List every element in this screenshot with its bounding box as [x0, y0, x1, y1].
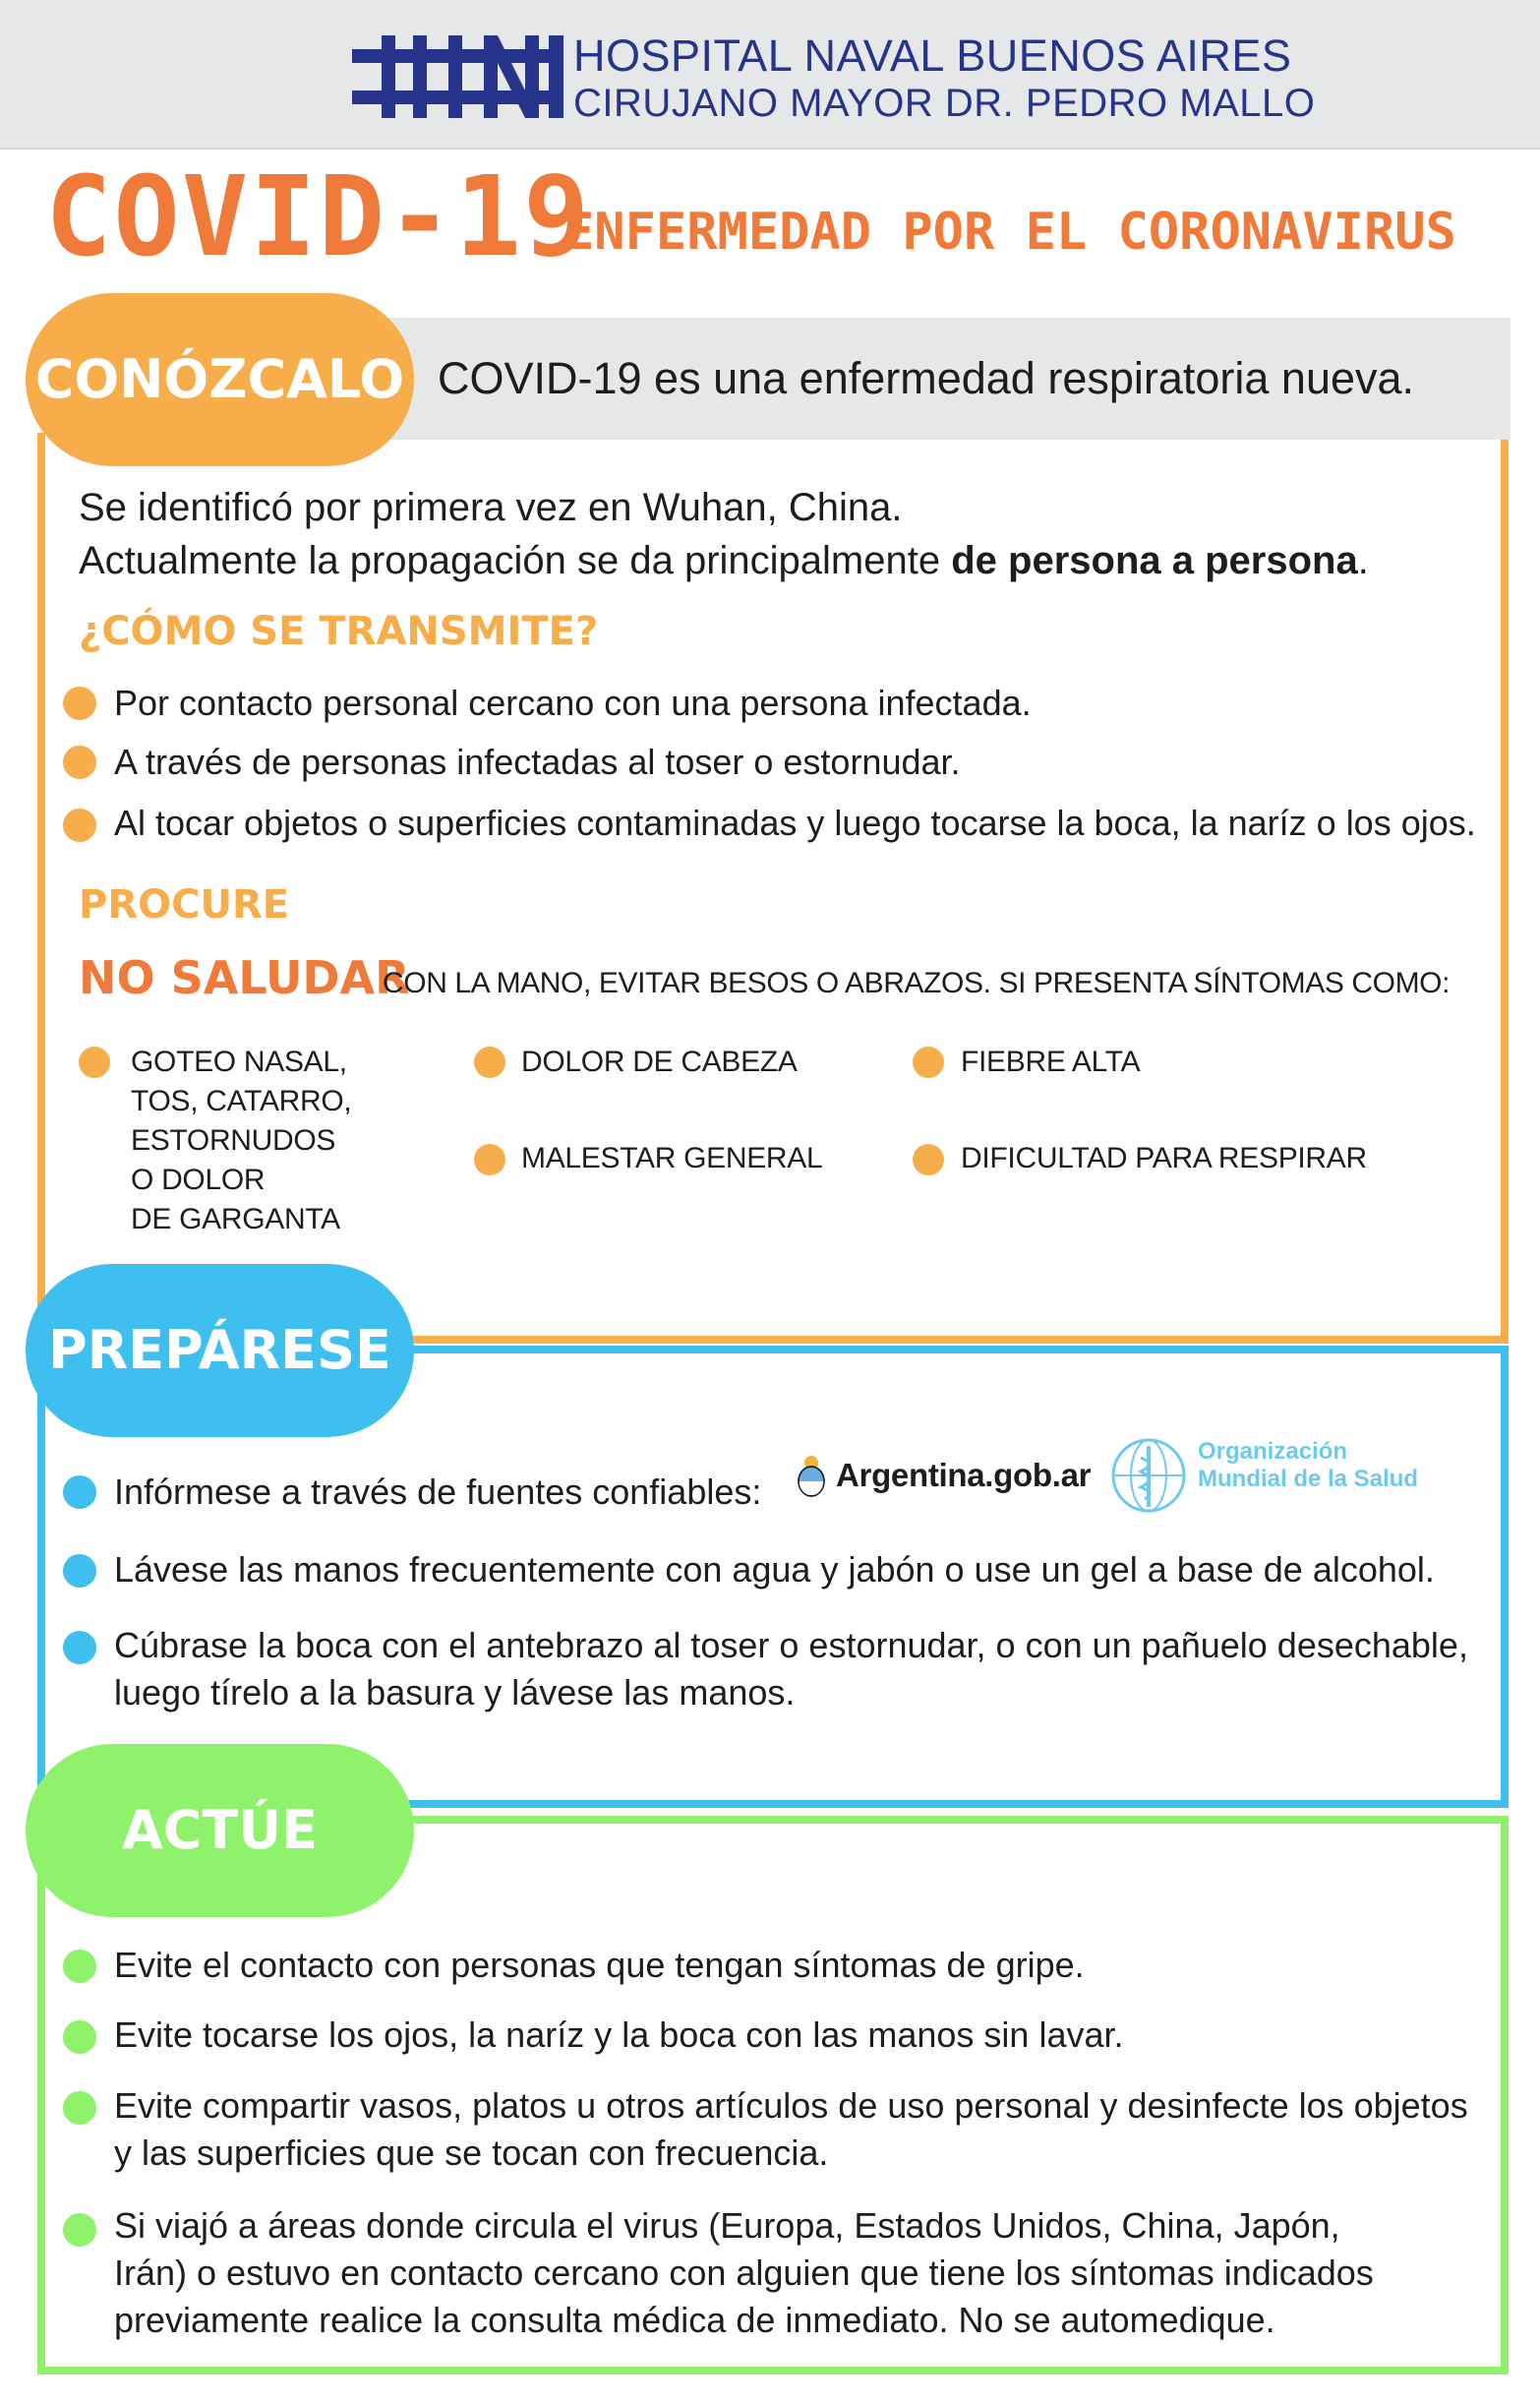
preparese-item-line: Cúbrase la boca con el antebrazo al toser o estornudar, o con un pañuelo desechable, [114, 1625, 1468, 1665]
symptom-1-line: DE GARGANTA [131, 1203, 340, 1235]
transmite-item: A través de personas infectadas al toser o estornudar. [114, 742, 961, 782]
bullet-icon [63, 809, 96, 842]
actue-item: Evite el contacto con personas que tengan síntomas de gripe. [114, 1945, 1085, 1985]
bullet-icon [63, 1475, 96, 1509]
symptom-1-line: TOS, CATARRO, [131, 1085, 352, 1117]
no-saludar-heading: NO SALUDAR [79, 951, 410, 1004]
hospital-name: HOSPITAL NAVAL BUENOS AIRES [573, 30, 1292, 81]
bullet-icon [474, 1144, 505, 1175]
bullet-icon [79, 1047, 110, 1078]
bullet-icon [913, 1144, 944, 1175]
no-saludar-text: CON LA MANO, EVITAR BESOS O ABRAZOS. SI PRESENTA SÍNTOMAS COMO: [383, 967, 1451, 999]
transmite-item: Por contacto personal cercano con una persona infectada. [114, 683, 1032, 723]
bullet-icon [63, 746, 96, 779]
conozcalo-label: CONÓZCALO [26, 293, 414, 466]
who-emblem-icon [1107, 1436, 1190, 1515]
actue-item-line: Evite compartir vasos, platos u otros artículos de uso personal y desinfecte los objetos [114, 2085, 1468, 2126]
argentina-logo [795, 1450, 1091, 1501]
bullet-icon [63, 2020, 96, 2054]
argentina-coat-of-arms-icon [795, 1454, 828, 1497]
symptom-4: MALESTAR GENERAL [521, 1142, 823, 1174]
hnba-logo-icon [352, 35, 563, 118]
symptom-1-line: ESTORNUDOS [131, 1124, 336, 1157]
page-title: COVID-19 [45, 153, 592, 281]
actue-item-line: Irán) o estuvo en contacto cercano con alguien que tiene los síntomas indicados [114, 2253, 1374, 2293]
actue-item-line: y las superficies que se tocan con frecuencia. [114, 2133, 829, 2173]
transmite-item: Al tocar objetos o superficies contaminadas y luego tocarse la boca, la naríz o los ojos. [114, 803, 1476, 843]
preparese-item: Lávese las manos frecuentemente con agua y jabón o use un gel a base de alcohol. [114, 1549, 1435, 1590]
who-logo [1107, 1436, 1419, 1515]
bullet-icon [63, 1950, 96, 1983]
preparese-item-line: luego tírelo a la basura y lávese las manos. [114, 1672, 796, 1712]
bullet-icon [63, 1554, 96, 1588]
bullet-icon [913, 1047, 944, 1078]
preparese-item: Infórmese a través de fuentes confiables: [114, 1472, 762, 1512]
hospital-subtitle: CIRUJANO MAYOR DR. PEDRO MALLO [573, 82, 1316, 125]
bullet-icon [63, 2091, 96, 2125]
bullet-icon [474, 1047, 505, 1078]
preparese-label: PREPÁRESE [26, 1264, 414, 1437]
bullet-icon [63, 1631, 96, 1664]
actue-label: ACTÚE [26, 1744, 414, 1917]
symptom-1-line: GOTEO NASAL, [131, 1046, 347, 1078]
symptom-2: DOLOR DE CABEZA [521, 1046, 798, 1078]
symptom-1-line: O DOLOR [131, 1164, 266, 1196]
intro-text: COVID-19 es una enfermedad respiratoria nueva. [438, 353, 1415, 403]
who-logo-text: Organización Mundial de la Salud [1198, 1438, 1419, 1492]
symptom-3: FIEBRE ALTA [961, 1046, 1141, 1078]
page-subtitle: ENFERMEDAD POR EL CORONAVIRUS [563, 203, 1456, 262]
procure-heading: PROCURE [79, 882, 290, 928]
origin-text: Se identificó por primera vez en Wuhan, China. [79, 486, 903, 529]
bullet-icon [63, 2213, 96, 2247]
bullet-icon [63, 687, 96, 720]
actue-item: Evite tocarse los ojos, la naríz y la boca con las manos sin lavar. [114, 2014, 1124, 2055]
symptom-5: DIFICULTAD PARA RESPIRAR [961, 1142, 1367, 1174]
spread-text: Actualmente la propagación se da principalmente de persona a persona. [79, 539, 1369, 582]
actue-item-line: Si viajó a áreas donde circula el virus (Europa, Estados Unidos, China, Japón, [114, 2205, 1340, 2246]
header [0, 0, 1540, 150]
transmite-heading: ¿CÓMO SE TRANSMITE? [79, 609, 599, 654]
argentina-logo-text: Argentina.gob.ar [836, 1457, 1092, 1493]
actue-item-line: previamente realice la consulta médica de inmediato. No se automedique. [114, 2300, 1275, 2340]
